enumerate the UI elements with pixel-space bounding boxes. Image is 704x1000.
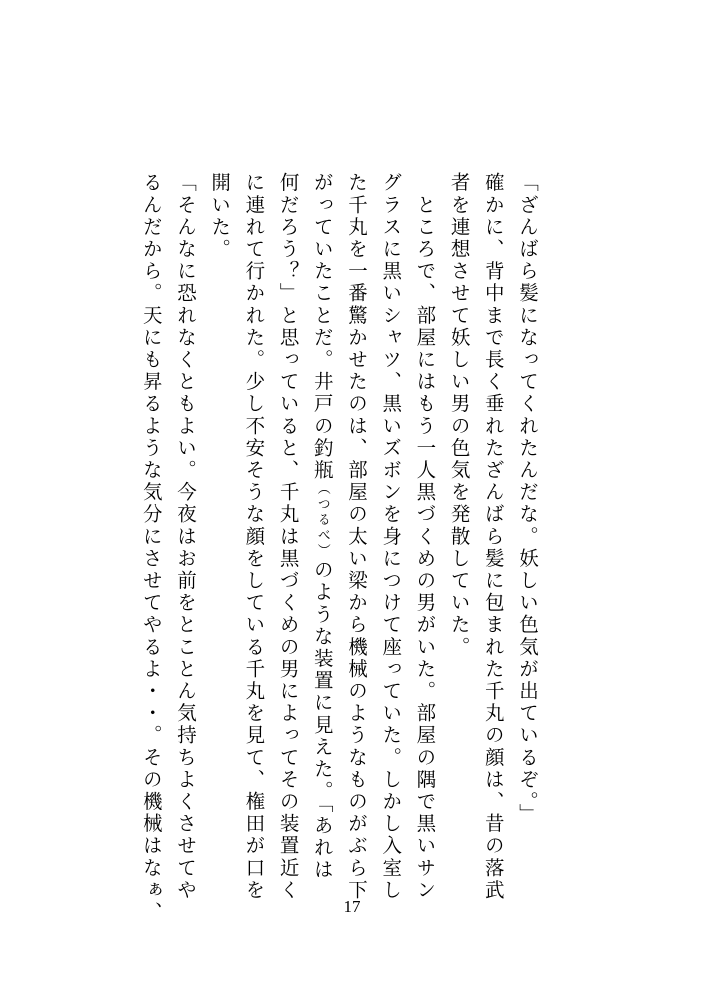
text-line: るんだから。天にも昇るような気分にさせてやるよ・・。その機械はなぁ、: [139, 172, 163, 924]
text-line: 何だろう？」と思っていると、千丸は黒づくめの男によってその装置近く: [276, 172, 300, 902]
text-line-with-note: [305, 172, 339, 882]
text-line: 者を連想させて妖しい男の色気を発散していた。: [447, 172, 471, 659]
text-line: 確かに、背中まで長く垂れたざんばら髪に包まれた千丸の顔は、昔の落武: [481, 172, 505, 902]
text-segment: のような装置に見えた。「あれは: [310, 559, 334, 882]
text-line: 開いた。: [208, 172, 232, 261]
page-number: 17: [343, 897, 361, 916]
text-line: 「ざんばら髪になってくれたんだな。妖しい色気が出ているぞ。」: [516, 172, 539, 826]
text-line: に連れて行かれた。少し不安そうな顔をしている千丸を見て、権田が口を: [242, 172, 266, 902]
text-line: グラスに黒いシャツ、黒いズボンを身につけて座っていた。しかし入室し: [379, 172, 403, 902]
text-line: 「そんなに恐れなくともよい。今夜はお前をとことん気持ちよくさせてや: [173, 172, 197, 902]
text-line: た千丸を一番驚かせたのは、部屋の太い梁から機械のようなものがぶら下: [344, 172, 368, 902]
reading-note: （つるべ）: [314, 481, 330, 560]
text-segment: がっていたことだ。井戸の釣瓶: [310, 172, 334, 482]
text-line: ところで、部屋にはもう一人黒づくめの男がいた。部屋の隅で黒いサン: [413, 172, 437, 902]
